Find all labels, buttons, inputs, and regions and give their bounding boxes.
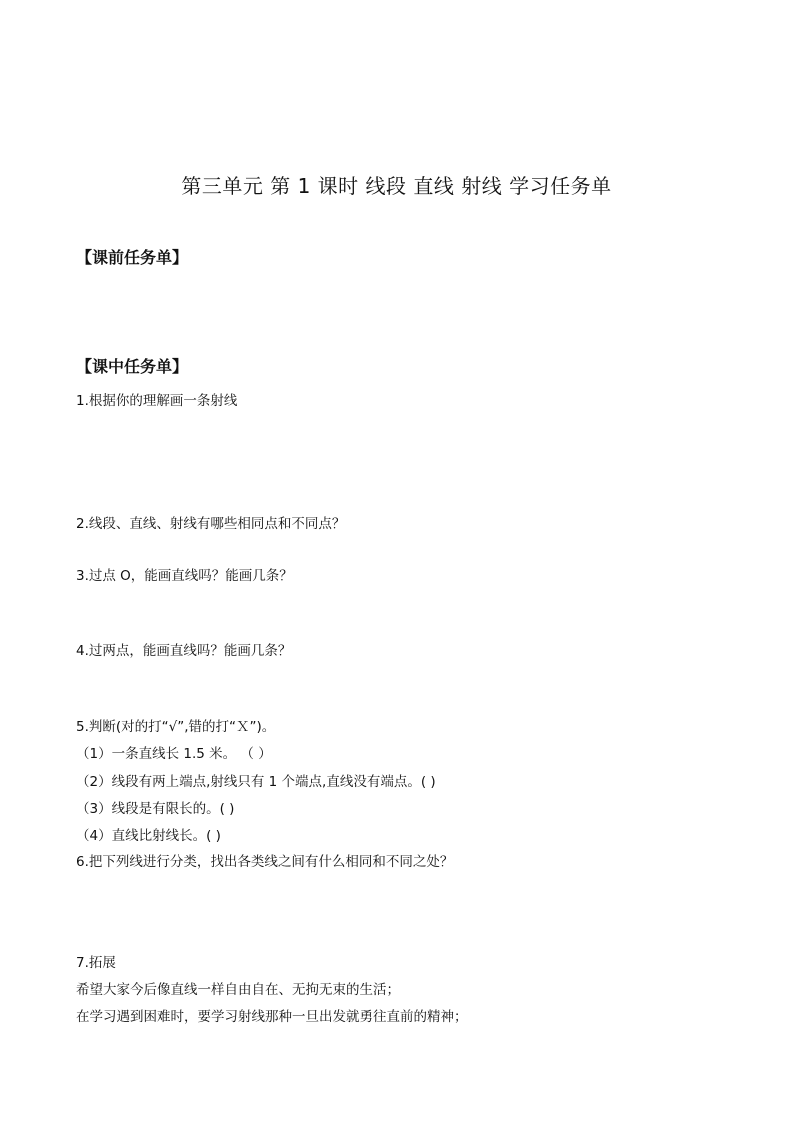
question-5-item-4: （4）直线比射线长。( ) (76, 828, 221, 844)
question-7-line-2: 在学习遇到困难时，要学习射线那种一旦出发就勇往直前的精神； (76, 1009, 468, 1025)
question-7-line-1: 希望大家今后像直线一样自由自在、无拘无束的生活； (76, 982, 400, 998)
question-3: 3.过点 O，能画直线吗？能画几条？ (76, 568, 293, 584)
question-5-item-3: （3）线段是有限长的。( ) (76, 801, 235, 817)
page-title: 第三单元 第 1 课时 线段 直线 射线 学习任务单 (181, 174, 612, 198)
question-4: 4.过两点，能画直线吗？能画几条？ (76, 643, 292, 659)
section-heading-pre-class: 【课前任务单】 (76, 248, 189, 267)
question-5-item-2: （2）线段有两上端点,射线只有 1 个端点,直线没有端点。( ) (76, 774, 436, 790)
question-7: 7.拓展 (76, 955, 116, 971)
section-heading-in-class: 【课中任务单】 (76, 357, 189, 376)
question-1: 1.根据你的理解画一条射线 (76, 393, 238, 409)
question-2: 2.线段、直线、射线有哪些相同点和不同点？ (76, 516, 346, 532)
question-5-item-1: （1）一条直线长 1.5 米。 （ ） (76, 746, 272, 762)
question-5: 5.判断(对的打“√”,错的打“Ｘ”)。 (76, 719, 276, 735)
question-6: 6.把下列线进行分类，找出各类线之间有什么相同和不同之处？ (76, 854, 454, 870)
